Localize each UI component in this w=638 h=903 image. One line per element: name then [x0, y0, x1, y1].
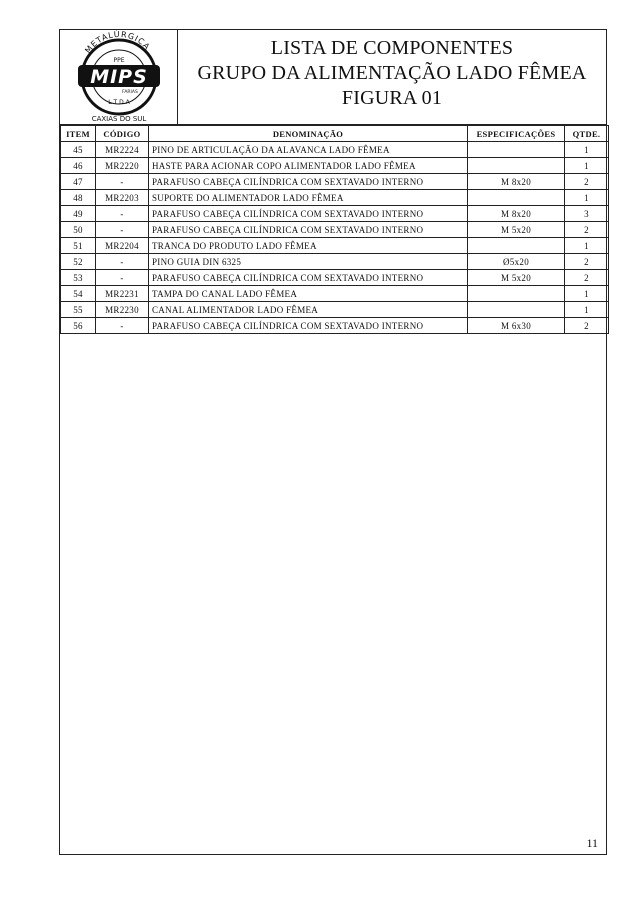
table-row: [61, 190, 609, 206]
cell-especificacoes: [468, 302, 565, 318]
cell-codigo: -: [96, 222, 149, 238]
cell-item: 50: [61, 222, 96, 238]
cell-codigo: -: [96, 318, 149, 334]
page-frame: [59, 29, 607, 855]
cell-qtde: 1: [565, 286, 609, 302]
cell-codigo: MR2224: [96, 142, 149, 158]
table-body: [61, 142, 609, 334]
cell-denominacao: PARAFUSO CABEÇA CILÍNDRICA COM SEXTAVADO INTERNO: [149, 270, 468, 286]
cell-denominacao: TAMPA DO CANAL LADO FÊMEA: [149, 286, 468, 302]
logo-city: CAXIAS DO SUL: [91, 115, 147, 123]
cell-codigo: MR2231: [96, 286, 149, 302]
cell-especificacoes: [468, 238, 565, 254]
cell-item: 52: [61, 254, 96, 270]
cell-qtde: 2: [565, 222, 609, 238]
table-row: [61, 254, 609, 270]
cell-denominacao: PARAFUSO CABEÇA CILÍNDRICA COM SEXTAVADO INTERNO: [149, 206, 468, 222]
company-logo: [60, 30, 178, 125]
cell-item: 46: [61, 158, 96, 174]
table-row: [61, 222, 609, 238]
cell-codigo: -: [96, 206, 149, 222]
table-row: [61, 142, 609, 158]
title-line-1: LISTA DE COMPONENTES: [270, 37, 514, 59]
cell-denominacao: PINO GUIA DIN 6325: [149, 254, 468, 270]
cell-item: 55: [61, 302, 96, 318]
cell-especificacoes: Ø5x20: [468, 254, 565, 270]
cell-codigo: MR2220: [96, 158, 149, 174]
document-title: [178, 36, 606, 111]
cell-qtde: 1: [565, 158, 609, 174]
cell-denominacao: TRANCA DO PRODUTO LADO FÊMEA: [149, 238, 468, 254]
cell-qtde: 2: [565, 270, 609, 286]
cell-denominacao: PARAFUSO CABEÇA CILÍNDRICA COM SEXTAVADO INTERNO: [149, 318, 468, 334]
table-row: [61, 238, 609, 254]
cell-qtde: 1: [565, 238, 609, 254]
logo-inner-text: PPE: [113, 57, 125, 64]
header-especificacoes: ESPECIFICAÇÕES: [468, 126, 565, 142]
cell-codigo: MR2204: [96, 238, 149, 254]
logo-top-text: METALÚRGICA: [83, 30, 152, 55]
logo-bottom-text: L T D A: [108, 99, 130, 106]
table-row: [61, 206, 609, 222]
cell-especificacoes: M 6x30: [468, 318, 565, 334]
table-row: [61, 158, 609, 174]
cell-qtde: 1: [565, 190, 609, 206]
cell-item: 48: [61, 190, 96, 206]
table-row: [61, 174, 609, 190]
cell-qtde: 2: [565, 174, 609, 190]
cell-especificacoes: [468, 158, 565, 174]
cell-item: 51: [61, 238, 96, 254]
cell-item: 47: [61, 174, 96, 190]
page-number: 11: [586, 836, 598, 850]
cell-especificacoes: M 5x20: [468, 222, 565, 238]
table-header-row: [61, 126, 609, 142]
cell-codigo: MR2203: [96, 190, 149, 206]
cell-codigo: MR2230: [96, 302, 149, 318]
cell-item: 53: [61, 270, 96, 286]
cell-especificacoes: [468, 286, 565, 302]
table-row: [61, 286, 609, 302]
table-row: [61, 302, 609, 318]
cell-denominacao: CANAL ALIMENTADOR LADO FÊMEA: [149, 302, 468, 318]
cell-denominacao: PINO DE ARTICULAÇÃO DA ALAVANCA LADO FÊMEA: [149, 142, 468, 158]
cell-especificacoes: M 8x20: [468, 174, 565, 190]
cell-qtde: 2: [565, 318, 609, 334]
cell-especificacoes: [468, 190, 565, 206]
cell-especificacoes: [468, 142, 565, 158]
cell-especificacoes: M 5x20: [468, 270, 565, 286]
title-line-3: FIGURA 01: [341, 87, 443, 109]
cell-denominacao: PARAFUSO CABEÇA CILÍNDRICA COM SEXTAVADO INTERNO: [149, 174, 468, 190]
cell-qtde: 1: [565, 142, 609, 158]
table-row: [61, 270, 609, 286]
cell-especificacoes: M 8x20: [468, 206, 565, 222]
cell-denominacao: HASTE PARA ACIONAR COPO ALIMENTADOR LADO FÊMEA: [149, 158, 468, 174]
cell-item: 56: [61, 318, 96, 334]
logo-brand: MIPS: [90, 66, 148, 88]
cell-qtde: 2: [565, 254, 609, 270]
header: [60, 30, 606, 125]
cell-item: 45: [61, 142, 96, 158]
company-logo-icon: [60, 30, 178, 125]
cell-item: 49: [61, 206, 96, 222]
cell-denominacao: PARAFUSO CABEÇA CILÍNDRICA COM SEXTAVADO INTERNO: [149, 222, 468, 238]
header-codigo: CÓDIGO: [96, 126, 149, 142]
table-row: [61, 318, 609, 334]
cell-codigo: -: [96, 174, 149, 190]
cell-codigo: -: [96, 270, 149, 286]
header-denominacao: DENOMINAÇÃO: [149, 126, 468, 142]
components-table: [60, 125, 609, 334]
cell-item: 54: [61, 286, 96, 302]
logo-sub-text: FARIAS: [122, 90, 138, 95]
title-line-2: GRUPO DA ALIMENTAÇÃO LADO FÊMEA: [197, 62, 587, 84]
header-qtde: QTDE.: [565, 126, 609, 142]
header-item: ITEM: [61, 126, 96, 142]
cell-qtde: 3: [565, 206, 609, 222]
cell-denominacao: SUPORTE DO ALIMENTADOR LADO FÊMEA: [149, 190, 468, 206]
cell-codigo: -: [96, 254, 149, 270]
cell-qtde: 1: [565, 302, 609, 318]
